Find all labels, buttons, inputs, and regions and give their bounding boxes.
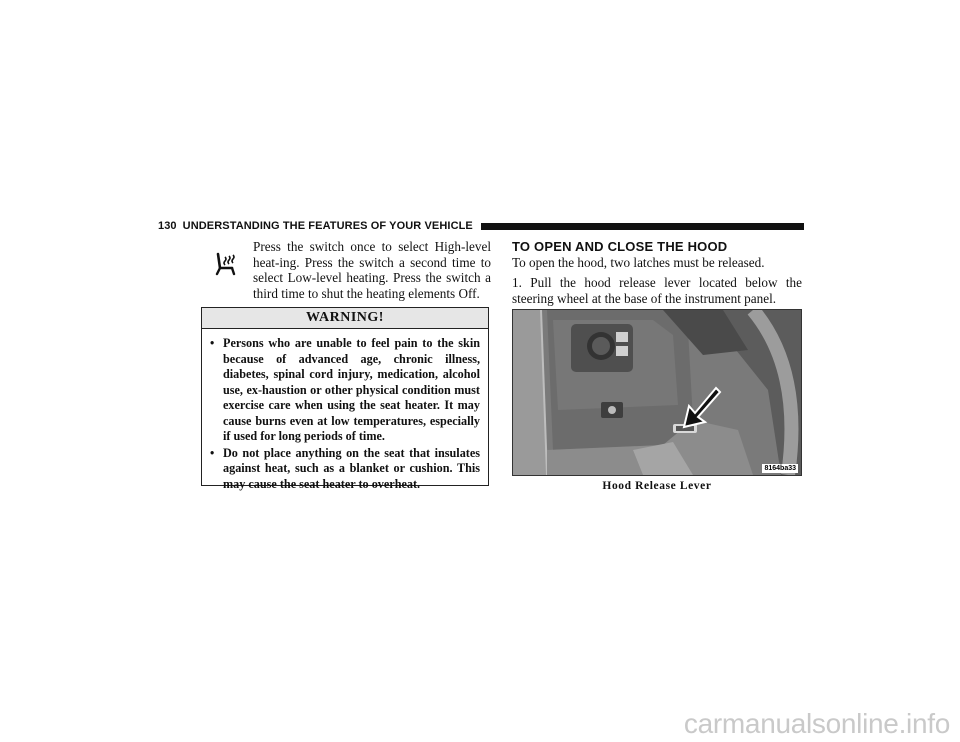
warning-box	[201, 307, 489, 491]
warning-title: WARNING!	[202, 308, 488, 329]
header-title: UNDERSTANDING THE FEATURES OF YOUR VEHICLE	[182, 220, 473, 232]
bullet-icon: •	[210, 336, 215, 350]
page-header	[158, 219, 804, 233]
figure-code: 8164ba33	[764, 465, 796, 472]
seat-heater-icon	[212, 251, 238, 277]
warning-item-text: Do not place anything on the seat that insulates against heat, such as a blanket or cushion. This may cause the seat heater to overheat.	[223, 445, 480, 491]
bullet-icon: •	[210, 445, 215, 460]
body-paragraph: 1. Pull the hood release lever located below the steering wheel at the base of the instrument panel.	[512, 275, 802, 306]
page-number: 130	[158, 220, 177, 232]
section-title: TO OPEN AND CLOSE THE HOOD	[512, 239, 728, 254]
seat-heater-instructions: Press the switch once to select High-level heat-ing. Press the switch a second time to select Low-level heating. Press the switch a third time to shut the heating elements Off.	[253, 239, 491, 301]
list-item	[210, 446, 480, 493]
figure-caption: Hood Release Lever	[602, 480, 712, 492]
warning-item-text: Persons who are unable to feel pain to the skin because of advanced age, chronic illness, diabetes, spinal cord injury, medication, alcohol use, ex-haustion or other physical condition must exercise care when using the seat heater. It may cause burns even at low temperatures, especially if used for long periods of time.	[223, 336, 480, 443]
list-item	[210, 336, 480, 445]
watermark-text[interactable]: carmanualsonline.info	[683, 708, 950, 739]
warning-list	[202, 329, 488, 492]
hood-release-photo	[512, 309, 802, 476]
body-paragraph: To open the hood, two latches must be released.	[512, 255, 765, 270]
header-rule	[481, 223, 804, 230]
